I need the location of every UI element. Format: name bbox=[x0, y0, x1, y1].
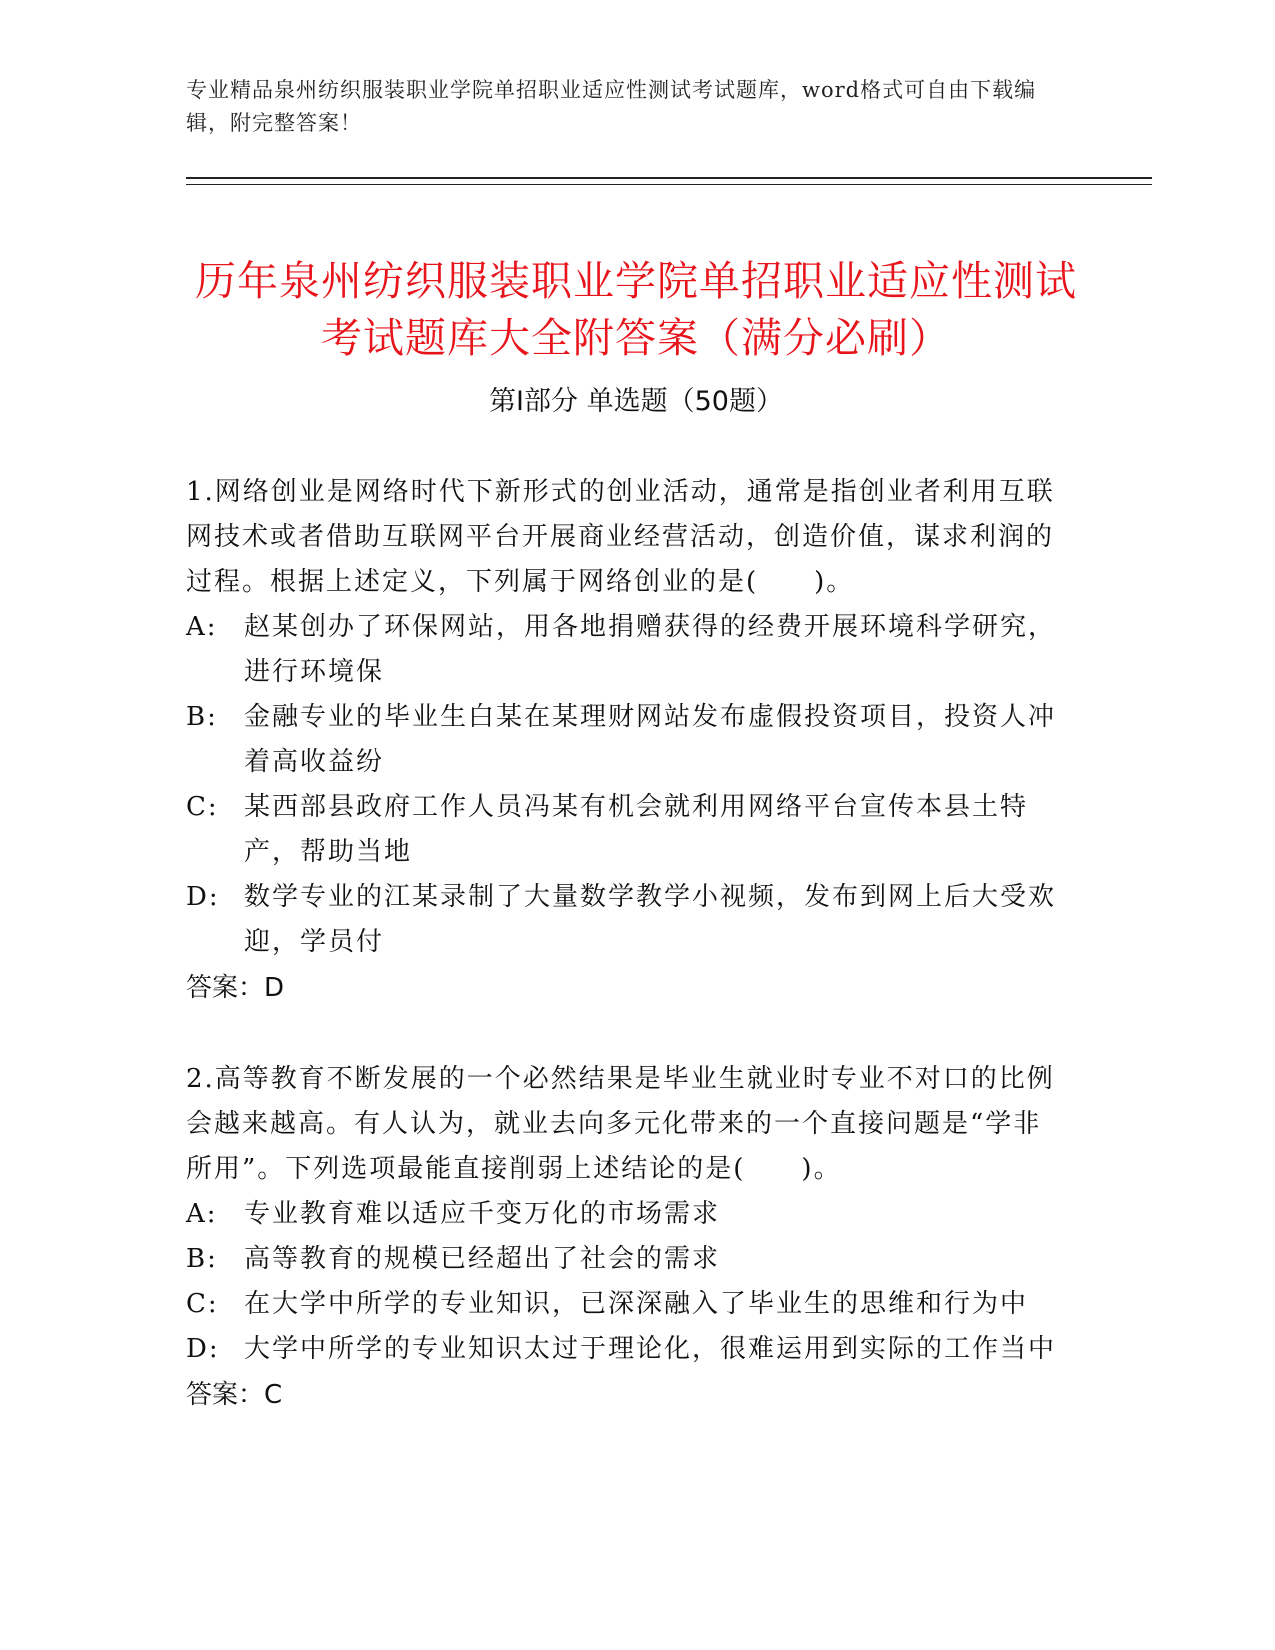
option-letter: A: bbox=[186, 612, 218, 642]
option-letter: D: bbox=[186, 1334, 220, 1364]
answer-line: 答案：D bbox=[186, 973, 285, 1003]
option-text: 数学专业的江某录制了大量数学教学小视频，发布到网上后大受欢迎，学员付 bbox=[244, 882, 1057, 957]
option-text: 大学中所学的专业知识太过于理论化，很难运用到实际的工作当中 bbox=[244, 1334, 1057, 1364]
option-d bbox=[186, 1327, 1066, 1372]
header-rule-thin bbox=[186, 184, 1152, 185]
question-stem: 1.网络创业是网络时代下新形式的创业活动，通常是指创业者利用互联网技术或者借助互联网平台开展商业经营活动，创造价值，谋求利润的过程。根据上述定义，下列属于网络创业的是( )。 bbox=[186, 477, 1055, 597]
option-text: 在大学中所学的专业知识，已深深融入了毕业生的思维和行为中 bbox=[244, 1289, 1029, 1319]
option-letter: D: bbox=[186, 882, 220, 912]
document-title: 历年泉州纺织服装职业学院单招职业适应性测试考试题库大全附答案（满分必刷） bbox=[195, 257, 1077, 363]
option-letter: C: bbox=[186, 792, 219, 822]
option-text: 专业教育难以适应千变万化的市场需求 bbox=[244, 1199, 721, 1229]
question-list bbox=[186, 470, 1066, 1464]
option-b bbox=[186, 695, 1066, 785]
answer-line: 答案：C bbox=[186, 1380, 283, 1410]
option-letter: B: bbox=[186, 702, 218, 732]
option-b bbox=[186, 1237, 1066, 1282]
question-item bbox=[186, 470, 1066, 1011]
option-text: 某西部县政府工作人员冯某有机会就利用网络平台宣传本县土特产，帮助当地 bbox=[244, 792, 1029, 867]
option-text: 赵某创办了环保网站，用各地捐赠获得的经费开展环境科学研究，进行环境保 bbox=[244, 612, 1057, 687]
option-a bbox=[186, 1192, 1066, 1237]
option-c bbox=[186, 785, 1066, 875]
option-text: 金融专业的毕业生白某在某理财网站发布虚假投资项目，投资人冲着高收益纷 bbox=[244, 702, 1057, 777]
option-letter: B: bbox=[186, 1244, 218, 1274]
option-c bbox=[186, 1282, 1066, 1327]
option-d bbox=[186, 875, 1066, 965]
header-rule-thick bbox=[186, 177, 1152, 179]
question-stem: 2.高等教育不断发展的一个必然结果是毕业生就业时专业不对口的比例会越来越高。有人认为，就业去向多元化带来的一个直接问题是“学非所用”。下列选项最能直接削弱上述结论的是( )。 bbox=[186, 1064, 1055, 1184]
question-item bbox=[186, 1057, 1066, 1418]
option-a bbox=[186, 605, 1066, 695]
section-heading: 第Ⅰ部分 单选题（50题） bbox=[489, 386, 783, 417]
option-letter: A: bbox=[186, 1199, 218, 1229]
option-letter: C: bbox=[186, 1289, 219, 1319]
header-note: 专业精品泉州纺织服装职业学院单招职业适应性测试考试题库，word格式可自由下载编辑，附完整答案！ bbox=[186, 78, 1037, 135]
option-text: 高等教育的规模已经超出了社会的需求 bbox=[244, 1244, 721, 1274]
